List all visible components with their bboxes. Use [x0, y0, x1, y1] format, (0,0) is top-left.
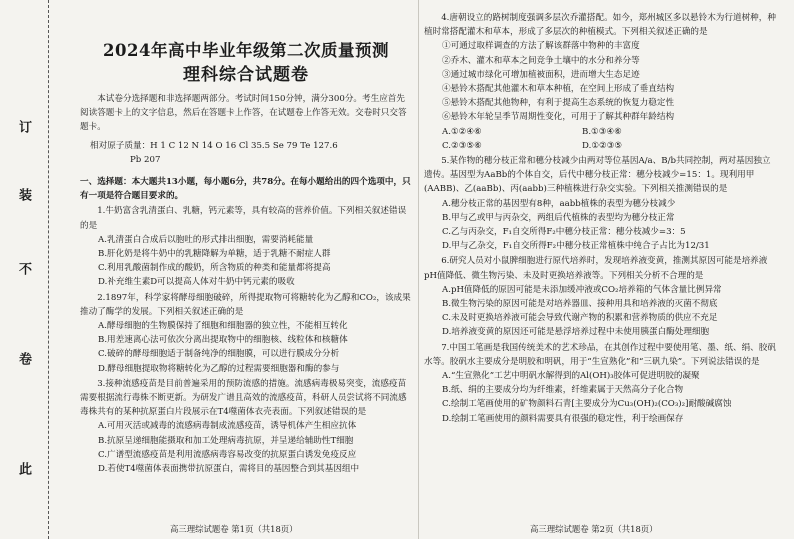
question-statement: ⑥悬铃木年轮呈季节周期性变化，可用于了解其种群年龄结构	[442, 112, 675, 123]
exam-subtitle: 理科综合试题卷	[183, 65, 309, 85]
question-statement: ⑤悬铃木搭配其他物种，有利于提高生态系统的恢复力稳定性	[442, 98, 675, 109]
question-option: C.破碎的酵母细胞适于制备纯净的细胞膜，可以进行膜成分分析	[98, 349, 340, 360]
question-statement: ④悬铃木搭配其他灌木和草本种植，在空间上形成了垂直结构	[442, 84, 675, 95]
question-statement: ①可通过取样调查的方法了解该群落中物种的丰富度	[442, 41, 640, 52]
question-option: B.抗原呈递细胞能摄取和加工处理病毒抗原，并呈递给辅助性T细胞	[98, 435, 354, 446]
question-option: D.绘制工笔画使用的颜料需要具有很强的稳定性，利于绘画保存	[442, 413, 684, 424]
binding-char: 装	[16, 188, 31, 203]
question-option: D.培养液变黄的原因还可能是悬浮培养过程中未使用胰蛋白酶处理细胞	[442, 327, 710, 338]
question-stem: 2.1897年，科学家将酵母细胞破碎，所得提取物可将糖转化为乙醇和CO₂，该成果推动了酶学的发展。下列相关叙述正确的是	[80, 292, 411, 317]
question-option: A.①②④⑥	[442, 126, 482, 137]
question-option: B.纸、绢的主要成分均为纤维素，纤维素属于天然高分子化合物	[442, 385, 684, 396]
page-divider	[418, 0, 419, 539]
question-option: C.广谱型流感疫苗是利用流感病毒容易改变的抗原蛋白诱发免疫反应	[98, 449, 357, 460]
question	[80, 377, 412, 476]
question-option: C.未及时更换培养液可能会导致代谢产物的积累和营养物质的供应不充足	[442, 313, 718, 324]
page-1	[80, 10, 412, 476]
option-row	[424, 139, 776, 153]
question-option: C.利用乳酸菌制作成的酸奶，所含物质的种类和能量都将提高	[98, 263, 331, 274]
option-row	[424, 125, 776, 139]
question-option: B.用差速离心法可依次分离出提取物中的细胞核、线粒体和核糖体	[98, 335, 348, 346]
question-option: A.穗分枝正常的基因型有8种，aabb植株的表型为穗分枝减少	[442, 198, 676, 209]
question-option: C.绘制工笔画使用的矿物颜料石青[主要成分为Cu₃(OH)₂(CO₃)₂]耐酸碱腐蚀	[442, 399, 732, 410]
binding-char: 此	[16, 462, 31, 477]
instructions: 本试卷分选择题和非选择题两部分。考试时间150分钟，满分300分。考生应首先阅读答题卡上的文字信息，然后在答题卡上作答，在试题卷上作答无效。交卷时只交答题卡。	[80, 94, 407, 133]
question-stem: 3.接种流感疫苗是目前普遍采用的预防流感的措施。流感病毒极易突变，流感疫苗需要根据流行毒株不断更新。为研发广谱且高效的流感疫苗，科研人员尝试将不同流感毒株共有的某种抗原蛋白片段展示在T4噬菌体衣壳表面。下列叙述错误的是	[80, 378, 407, 418]
question-option: D.甲与乙杂交，F₁自交所得F₂中穗分枝正常植株中纯合子占比为12/31	[442, 241, 710, 252]
atomic-masses-line: 相对原子质量：H 1 C 12 N 14 O 16 Cl 35.5 Se 79 Te 127.6	[90, 140, 338, 151]
page-footer: 高三理综试题卷 第2页（共18页）	[530, 524, 658, 534]
page-2	[424, 10, 776, 426]
question-option: C.②③⑤⑥	[442, 140, 482, 151]
binding-char: 订	[16, 120, 31, 135]
questions-left	[80, 204, 412, 476]
questions-right	[424, 11, 776, 426]
question-option: D.酵母细胞提取物将糖转化为乙醇的过程需要细胞器和酶的参与	[98, 363, 340, 374]
binding-margin	[0, 0, 49, 539]
question-option: D.①②③⑤	[582, 140, 623, 151]
question-stem: 7.中国工笔画是我国传统美术的艺术珍品，在其创作过程中要使用笔、墨、纸、绢、胶矾水等。胶矾水主要成分是明胶和明矾，用于“生宣熟化”和“三矾九染”。下列说法错误的是	[424, 342, 776, 367]
atomic-masses-line: Pb 207	[130, 154, 161, 165]
exam-title: 2024年高中毕业年级第二次质量预测	[103, 41, 389, 60]
question-option: D.若使T4噬菌体表面携带抗原蛋白，需将目的基因整合到其基因组中	[98, 464, 360, 475]
question-option: B.甲与乙或甲与丙杂交，两组后代植株的表型均为穗分枝正常	[442, 212, 675, 223]
question-stem: 4.唐朝设立的路树制度强调多层次乔灌搭配。如今，郑州城区多以悬铃木为行道树种，种植时常搭配灌木和草本，形成了多层次的种植模式。下列相关叙述正确的是	[424, 13, 776, 38]
question-option: A.可用灭活或减毒的流感病毒制成流感疫苗，诱导机体产生相应抗体	[98, 421, 357, 432]
question-option: A.pH值降低的原因可能是未添加缓冲液或CO₂培养箱的气体含量比例异常	[442, 284, 722, 295]
question-stem: 5.某作物的穗分枝正常和穗分枝减少由两对等位基因A/a、B/b共同控制，两对基因独立遗传。基因型为AaBb的个体自交，后代中穗分枝正常：穗分枝减少=15：1。现利用甲(AABB)、乙(aaBb)、丙(aabb)三种植株进行杂交实验。下列相关推测错误的是	[424, 156, 771, 195]
binding-char: 卷	[16, 352, 31, 367]
question-option: B.①③④⑥	[582, 126, 622, 137]
question	[80, 291, 412, 376]
question-stem: 6.研究人员对小鼠脾细胞进行原代培养时，发现培养液变黄，推测其原因可能是培养液pH值降低、微生物污染、未及时更换培养液等。下列相关分析不合理的是	[424, 256, 768, 281]
binding-char: 不	[16, 262, 31, 277]
question-option: B.微生物污染的原因可能是对培养器皿、接种用具和培养液的灭菌不彻底	[442, 299, 718, 310]
question-option: A.酵母细胞的生物膜保持了细胞和细胞器的独立性，不能相互转化	[98, 321, 348, 332]
question	[80, 204, 412, 289]
question-option: A.乳清蛋白合成后以胞吐的形式排出细胞，需要消耗能量	[98, 234, 314, 245]
atomic-masses	[90, 139, 412, 167]
section-heading: 一、选择题：本大题共13小题，每小题6分，共78分。在每小题给出的四个选项中，只有一项是符合题目要求的。	[80, 177, 411, 202]
question-option: D.补充维生素D可以提高人体对牛奶中钙元素的吸收	[98, 277, 295, 288]
question-option: C.乙与丙杂交，F₁自交所得F₂中穗分枝正常：穗分枝减少=3：5	[442, 227, 686, 238]
page-footer: 高三理综试题卷 第1页（共18页）	[170, 524, 298, 534]
question-statement: ②乔木、灌木和草本之间竞争土壤中的水分和养分等	[442, 55, 640, 66]
question	[424, 154, 776, 253]
question	[424, 341, 776, 426]
question-statement: ③通过城市绿化可增加植被面积，进而增大生态足迹	[442, 69, 640, 80]
question	[424, 11, 776, 153]
question-stem: 1.牛奶富含乳清蛋白、乳糖，钙元素等，具有较高的营养价值。下列相关叙述错误的是	[80, 206, 407, 231]
question	[424, 254, 776, 339]
question-option: A.“生宣熟化”工艺中明矾水解得到的Al(OH)₃胶体可促进明胶的凝聚	[442, 371, 700, 382]
question-option: B.肝化奶是将牛奶中的乳糖降解为单糖，适于乳糖不耐症人群	[98, 249, 331, 260]
